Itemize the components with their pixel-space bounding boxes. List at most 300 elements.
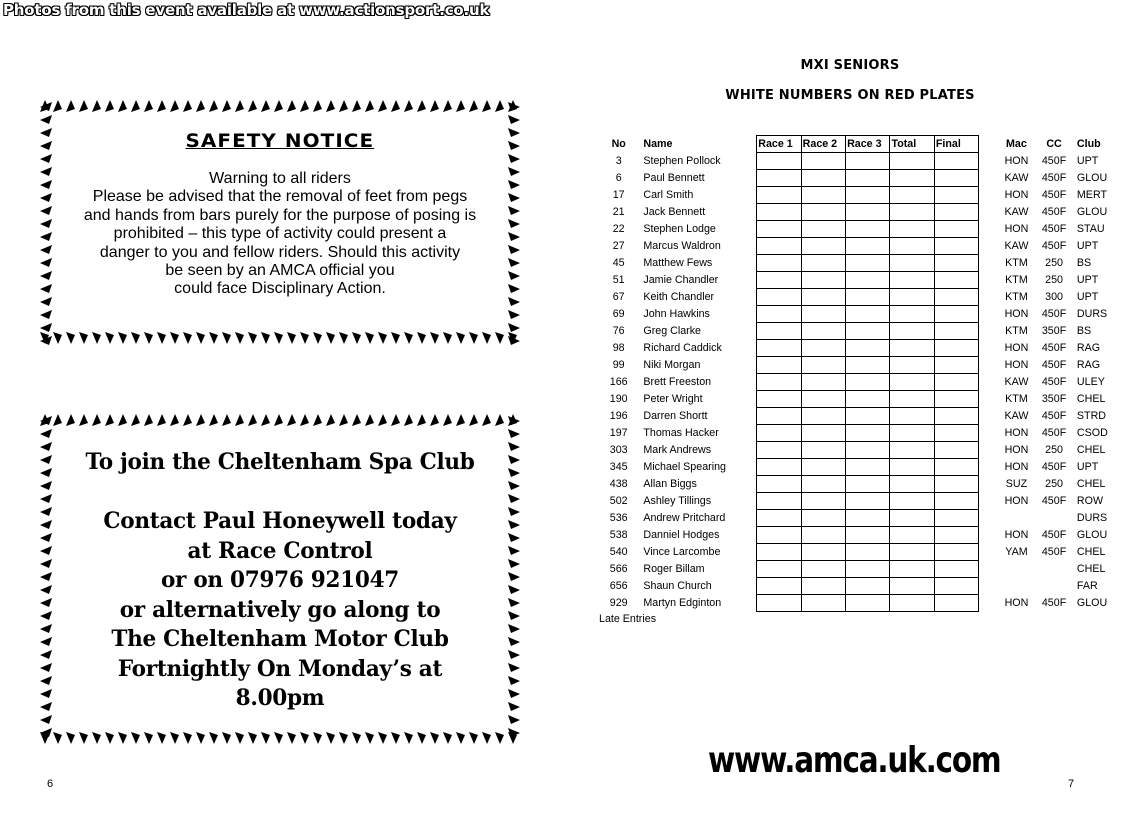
cell-cc: 450F xyxy=(1041,359,1067,371)
cell-cc: 450F xyxy=(1041,189,1067,201)
cell-total xyxy=(890,476,934,493)
cell-gap xyxy=(979,510,997,527)
header-no: No xyxy=(611,138,626,150)
cell-mac: HON xyxy=(1004,342,1029,354)
cell-mac: KAW xyxy=(1004,410,1029,422)
cell-race1 xyxy=(757,170,801,187)
cell-name: Brett Freeston xyxy=(643,376,712,388)
cell-mac: KAW xyxy=(1004,206,1029,218)
cell-race3 xyxy=(846,374,890,391)
cell-race1 xyxy=(757,493,801,510)
cell-race1 xyxy=(757,510,801,527)
table-row xyxy=(600,170,1123,187)
cell-no: 196 xyxy=(609,410,628,422)
cell-race2 xyxy=(801,306,845,323)
cell-gap xyxy=(979,561,997,578)
cell-final xyxy=(934,493,978,510)
cell-race1 xyxy=(757,391,801,408)
cell-name: Roger Billam xyxy=(643,563,705,575)
cell-race2 xyxy=(801,289,845,306)
header-cc: CC xyxy=(1046,138,1062,150)
cell-mac: KAW xyxy=(1004,376,1029,388)
cell-race1 xyxy=(757,561,801,578)
cell-mac: KAW xyxy=(1004,172,1029,184)
club-notice-text: To join the Cheltenham Spa Club Contact Paul Honeywell today at Race Control or on 07976 921047 or alternatively go along to The Cheltenham Motor Club Fortnightly On Monday’s at 8.00pm xyxy=(85,449,475,711)
cell-no: 76 xyxy=(612,325,625,337)
cell-name: Ashley Tillings xyxy=(643,495,712,507)
cell-gap xyxy=(979,595,997,612)
cell-gap xyxy=(979,238,997,255)
cell-total xyxy=(890,561,934,578)
cell-no: 51 xyxy=(612,274,625,286)
cell-race2 xyxy=(801,476,845,493)
cell-gap xyxy=(979,170,997,187)
cell-mac: HON xyxy=(1004,461,1029,473)
cell-race2 xyxy=(801,323,845,340)
cell-race2 xyxy=(801,544,845,561)
cell-total xyxy=(890,340,934,357)
cell-cc xyxy=(1036,578,1072,595)
cell-club: GLOU xyxy=(1076,597,1108,609)
cell-cc: 450F xyxy=(1041,172,1067,184)
cell-name: Stephen Lodge xyxy=(643,223,716,235)
cell-cc: 450F xyxy=(1041,376,1067,388)
cell-race3 xyxy=(846,459,890,476)
cell-final xyxy=(934,595,978,612)
cell-race3 xyxy=(846,408,890,425)
table-row xyxy=(600,221,1123,238)
header-name: Name xyxy=(643,138,673,150)
cell-race3 xyxy=(846,221,890,238)
cell-cc: 450F xyxy=(1041,155,1067,167)
cell-race2 xyxy=(801,408,845,425)
cell-club: GLOU xyxy=(1076,172,1108,184)
cell-race1 xyxy=(757,204,801,221)
cell-total xyxy=(890,544,934,561)
header-race3: Race 3 xyxy=(846,136,890,153)
cell-cc: 300 xyxy=(1045,291,1063,303)
cell-mac: YAM xyxy=(1005,546,1028,558)
cell-cc: 250 xyxy=(1045,478,1063,490)
cell-name: Greg Clarke xyxy=(643,325,701,337)
table-row xyxy=(600,595,1123,612)
cell-race3 xyxy=(846,204,890,221)
cell-no: 69 xyxy=(612,308,625,320)
cell-no: 656 xyxy=(609,580,628,592)
cell-total xyxy=(890,221,934,238)
cell-race1 xyxy=(757,425,801,442)
cell-name: Vince Larcombe xyxy=(643,546,721,558)
cell-no: 45 xyxy=(612,257,625,269)
table-row xyxy=(600,408,1123,425)
table-row xyxy=(600,357,1123,374)
cell-no: 303 xyxy=(609,444,628,456)
cell-mac: HON xyxy=(1004,308,1029,320)
table-row xyxy=(600,272,1123,289)
cell-race2 xyxy=(801,187,845,204)
cell-final xyxy=(934,357,978,374)
cell-club: CHEL xyxy=(1076,478,1106,490)
cell-race3 xyxy=(846,544,890,561)
cell-club: UPT xyxy=(1076,291,1099,303)
watermark: Photos from this event available at www.actionsport.co.uk xyxy=(3,1,490,19)
cell-final xyxy=(934,272,978,289)
cell-race3 xyxy=(846,510,890,527)
cell-mac: SUZ xyxy=(1005,478,1028,490)
cell-gap xyxy=(979,425,997,442)
cell-mac xyxy=(997,561,1037,578)
cell-gap xyxy=(979,340,997,357)
cell-cc xyxy=(1036,561,1072,578)
cell-final xyxy=(934,527,978,544)
cell-race1 xyxy=(757,527,801,544)
cell-race1 xyxy=(757,272,801,289)
cell-name: John Hawkins xyxy=(643,308,710,320)
cell-final xyxy=(934,408,978,425)
cell-name: Andrew Pritchard xyxy=(643,512,726,524)
cell-race3 xyxy=(846,527,890,544)
cell-cc: 250 xyxy=(1045,274,1063,286)
cell-total xyxy=(890,323,934,340)
cell-club: RAG xyxy=(1076,359,1101,371)
cell-race2 xyxy=(801,340,845,357)
cell-club: ULEY xyxy=(1076,376,1105,388)
cell-club: UPT xyxy=(1076,461,1099,473)
cell-club: ROW xyxy=(1076,495,1104,507)
cell-race1 xyxy=(757,153,801,170)
cell-club: UPT xyxy=(1076,240,1099,252)
cell-total xyxy=(890,272,934,289)
cell-race1 xyxy=(757,187,801,204)
cell-gap xyxy=(979,476,997,493)
cell-gap xyxy=(979,391,997,408)
cell-final xyxy=(934,391,978,408)
cell-total xyxy=(890,170,934,187)
cell-total xyxy=(890,442,934,459)
class-title: MXI SENIORS xyxy=(800,58,900,73)
cell-race3 xyxy=(846,306,890,323)
club-notice-box xyxy=(38,412,522,746)
table-row xyxy=(600,255,1123,272)
cell-total xyxy=(890,255,934,272)
cell-final xyxy=(934,187,978,204)
cell-race2 xyxy=(801,510,845,527)
cell-race3 xyxy=(846,323,890,340)
cell-no: 502 xyxy=(609,495,628,507)
cell-club: STRD xyxy=(1076,410,1106,422)
cell-final xyxy=(934,459,978,476)
cell-club: GLOU xyxy=(1076,529,1108,541)
cell-race1 xyxy=(757,459,801,476)
table-row xyxy=(600,187,1123,204)
cell-race2 xyxy=(801,527,845,544)
safety-notice-body: Warning to all riders Please be advised that the removal of feet from pegs and hands from bars purely for the purpose of posing is prohibited – this type of activity could present a danger to you and fellow riders. Should this activity be seen by an AMCA official you could face Disciplinary Action. xyxy=(83,170,477,298)
cell-race1 xyxy=(757,442,801,459)
table-row xyxy=(600,459,1123,476)
cell-cc: 450F xyxy=(1041,308,1067,320)
cell-race2 xyxy=(801,374,845,391)
cell-mac: KTM xyxy=(1005,393,1028,405)
cell-race3 xyxy=(846,561,890,578)
cell-race2 xyxy=(801,561,845,578)
cell-club: CHEL xyxy=(1076,444,1106,456)
cell-mac xyxy=(997,578,1037,595)
cell-mac: HON xyxy=(1004,189,1029,201)
cell-cc: 350F xyxy=(1041,393,1067,405)
cell-name: Jack Bennett xyxy=(643,206,706,218)
cell-final xyxy=(934,442,978,459)
cell-mac: HON xyxy=(1004,495,1029,507)
cell-name: Paul Bennett xyxy=(643,172,705,184)
cell-race2 xyxy=(801,255,845,272)
cell-name: Martyn Edginton xyxy=(643,597,722,609)
cell-total xyxy=(890,527,934,544)
website-text: www.amca.uk.com xyxy=(708,740,1001,781)
table-row xyxy=(600,340,1123,357)
table-row xyxy=(600,204,1123,221)
cell-cc: 450F xyxy=(1041,495,1067,507)
table-row xyxy=(600,425,1123,442)
cell-no: 345 xyxy=(609,461,628,473)
cell-no: 190 xyxy=(609,393,628,405)
cell-name: Carl Smith xyxy=(643,189,694,201)
cell-gap xyxy=(979,493,997,510)
entries-table xyxy=(600,135,1123,612)
cell-cc: 450F xyxy=(1041,529,1067,541)
cell-race1 xyxy=(757,238,801,255)
cell-total xyxy=(890,187,934,204)
cell-race3 xyxy=(846,272,890,289)
cell-gap xyxy=(979,221,997,238)
table-row xyxy=(600,289,1123,306)
cell-club: STAU xyxy=(1076,223,1105,235)
cell-cc: 450F xyxy=(1041,410,1067,422)
cell-no: 166 xyxy=(609,376,628,388)
cell-no: 197 xyxy=(609,427,628,439)
cell-final xyxy=(934,374,978,391)
header-mac: Mac xyxy=(1006,138,1027,150)
header-club: Club xyxy=(1076,138,1101,150)
cell-mac: HON xyxy=(1004,597,1029,609)
cell-name: Richard Caddick xyxy=(643,342,722,354)
cell-gap xyxy=(979,204,997,221)
cell-race2 xyxy=(801,578,845,595)
table-row xyxy=(600,578,1123,595)
cell-gap xyxy=(979,578,997,595)
cell-race3 xyxy=(846,238,890,255)
cell-race1 xyxy=(757,476,801,493)
table-header-row xyxy=(600,136,1123,153)
cell-name: Keith Chandler xyxy=(643,291,715,303)
cell-race2 xyxy=(801,425,845,442)
cell-race3 xyxy=(846,578,890,595)
cell-name: Jamie Chandler xyxy=(643,274,719,286)
cell-club: DURS xyxy=(1076,308,1108,320)
header-gap xyxy=(979,136,997,153)
header-race1: Race 1 xyxy=(757,136,801,153)
cell-no: 99 xyxy=(612,359,625,371)
cell-mac: KTM xyxy=(1005,291,1028,303)
cell-gap xyxy=(979,408,997,425)
cell-cc: 450F xyxy=(1041,461,1067,473)
cell-gap xyxy=(979,357,997,374)
cell-mac: HON xyxy=(1004,427,1029,439)
cell-race1 xyxy=(757,289,801,306)
cell-no: 540 xyxy=(609,546,628,558)
cell-cc: 250 xyxy=(1045,257,1063,269)
table-row xyxy=(600,544,1123,561)
cell-name: Matthew Fews xyxy=(643,257,713,269)
cell-final xyxy=(934,153,978,170)
cell-race3 xyxy=(846,442,890,459)
cell-total xyxy=(890,408,934,425)
cell-race3 xyxy=(846,476,890,493)
cell-race1 xyxy=(757,255,801,272)
cell-final xyxy=(934,255,978,272)
cell-race3 xyxy=(846,289,890,306)
cell-no: 538 xyxy=(609,529,628,541)
cell-no: 566 xyxy=(609,563,628,575)
cell-club: CHEL xyxy=(1076,546,1106,558)
cell-gap xyxy=(979,153,997,170)
cell-mac: HON xyxy=(1004,223,1029,235)
cell-race1 xyxy=(757,306,801,323)
cell-final xyxy=(934,238,978,255)
cell-no: 3 xyxy=(615,155,622,167)
class-subtitle: WHITE NUMBERS ON RED PLATES xyxy=(725,88,975,103)
cell-no: 98 xyxy=(612,342,625,354)
cell-race3 xyxy=(846,255,890,272)
cell-race2 xyxy=(801,442,845,459)
table-row xyxy=(600,561,1123,578)
cell-no: 27 xyxy=(612,240,625,252)
cell-race1 xyxy=(757,578,801,595)
cell-cc: 450F xyxy=(1041,546,1067,558)
table-row xyxy=(600,323,1123,340)
cell-race2 xyxy=(801,391,845,408)
cell-cc: 450F xyxy=(1041,427,1067,439)
cell-race3 xyxy=(846,493,890,510)
cell-no: 22 xyxy=(612,223,625,235)
table-row xyxy=(600,510,1123,527)
cell-no: 438 xyxy=(609,478,628,490)
cell-mac: KTM xyxy=(1005,274,1028,286)
cell-cc: 250 xyxy=(1045,444,1063,456)
header-race2: Race 2 xyxy=(801,136,845,153)
cell-cc xyxy=(1036,510,1072,527)
cell-gap xyxy=(979,323,997,340)
cell-name: Mark Andrews xyxy=(643,444,712,456)
cell-total xyxy=(890,374,934,391)
cell-name: Stephen Pollock xyxy=(643,155,721,167)
cell-mac: HON xyxy=(1004,155,1029,167)
cell-gap xyxy=(979,544,997,561)
cell-final xyxy=(934,510,978,527)
cell-race1 xyxy=(757,374,801,391)
cell-club: UPT xyxy=(1076,155,1099,167)
cell-final xyxy=(934,289,978,306)
cell-mac: HON xyxy=(1004,359,1029,371)
cell-final xyxy=(934,578,978,595)
cell-name: Michael Spearing xyxy=(643,461,726,473)
safety-notice-box xyxy=(38,98,522,346)
cell-race3 xyxy=(846,357,890,374)
cell-gap xyxy=(979,442,997,459)
cell-club: RAG xyxy=(1076,342,1101,354)
cell-race1 xyxy=(757,408,801,425)
cell-total xyxy=(890,306,934,323)
cell-club: DURS xyxy=(1076,512,1108,524)
cell-race2 xyxy=(801,357,845,374)
cell-mac: KAW xyxy=(1004,240,1029,252)
left-page-number: 6 xyxy=(47,778,54,790)
cell-race1 xyxy=(757,221,801,238)
table-row xyxy=(600,391,1123,408)
cell-club: GLOU xyxy=(1076,206,1108,218)
cell-club: BS xyxy=(1076,325,1092,337)
cell-race2 xyxy=(801,221,845,238)
table-row xyxy=(600,493,1123,510)
cell-club: CHEL xyxy=(1076,563,1106,575)
cell-cc: 450F xyxy=(1041,223,1067,235)
cell-final xyxy=(934,544,978,561)
cell-race3 xyxy=(846,425,890,442)
table-row xyxy=(600,238,1123,255)
cell-no: 536 xyxy=(609,512,628,524)
right-page-number: 7 xyxy=(1068,778,1075,790)
cell-total xyxy=(890,459,934,476)
cell-club: CSOD xyxy=(1076,427,1108,439)
cell-gap xyxy=(979,255,997,272)
cell-mac: HON xyxy=(1004,444,1029,456)
header-final: Final xyxy=(934,136,978,153)
cell-final xyxy=(934,340,978,357)
cell-race3 xyxy=(846,153,890,170)
cell-name: Shaun Church xyxy=(643,580,712,592)
table-row xyxy=(600,306,1123,323)
late-entries-label: Late Entries xyxy=(599,613,657,625)
cell-cc: 450F xyxy=(1041,206,1067,218)
cell-race1 xyxy=(757,357,801,374)
cell-total xyxy=(890,425,934,442)
cell-gap xyxy=(979,272,997,289)
table-row xyxy=(600,442,1123,459)
header-total: Total xyxy=(890,136,934,153)
cell-gap xyxy=(979,289,997,306)
cell-total xyxy=(890,238,934,255)
cell-name: Allan Biggs xyxy=(643,478,697,490)
cell-total xyxy=(890,391,934,408)
cell-total xyxy=(890,493,934,510)
cell-club: CHEL xyxy=(1076,393,1106,405)
cell-mac xyxy=(997,510,1037,527)
cell-race3 xyxy=(846,187,890,204)
cell-total xyxy=(890,289,934,306)
cell-race2 xyxy=(801,238,845,255)
cell-no: 6 xyxy=(615,172,622,184)
cell-race3 xyxy=(846,170,890,187)
cell-club: MERT xyxy=(1076,189,1107,201)
cell-race1 xyxy=(757,340,801,357)
table-row xyxy=(600,153,1123,170)
cell-race2 xyxy=(801,459,845,476)
cell-mac: KTM xyxy=(1005,325,1028,337)
cell-gap xyxy=(979,459,997,476)
cell-total xyxy=(890,153,934,170)
table-row xyxy=(600,527,1123,544)
cell-race2 xyxy=(801,153,845,170)
cell-race2 xyxy=(801,595,845,612)
